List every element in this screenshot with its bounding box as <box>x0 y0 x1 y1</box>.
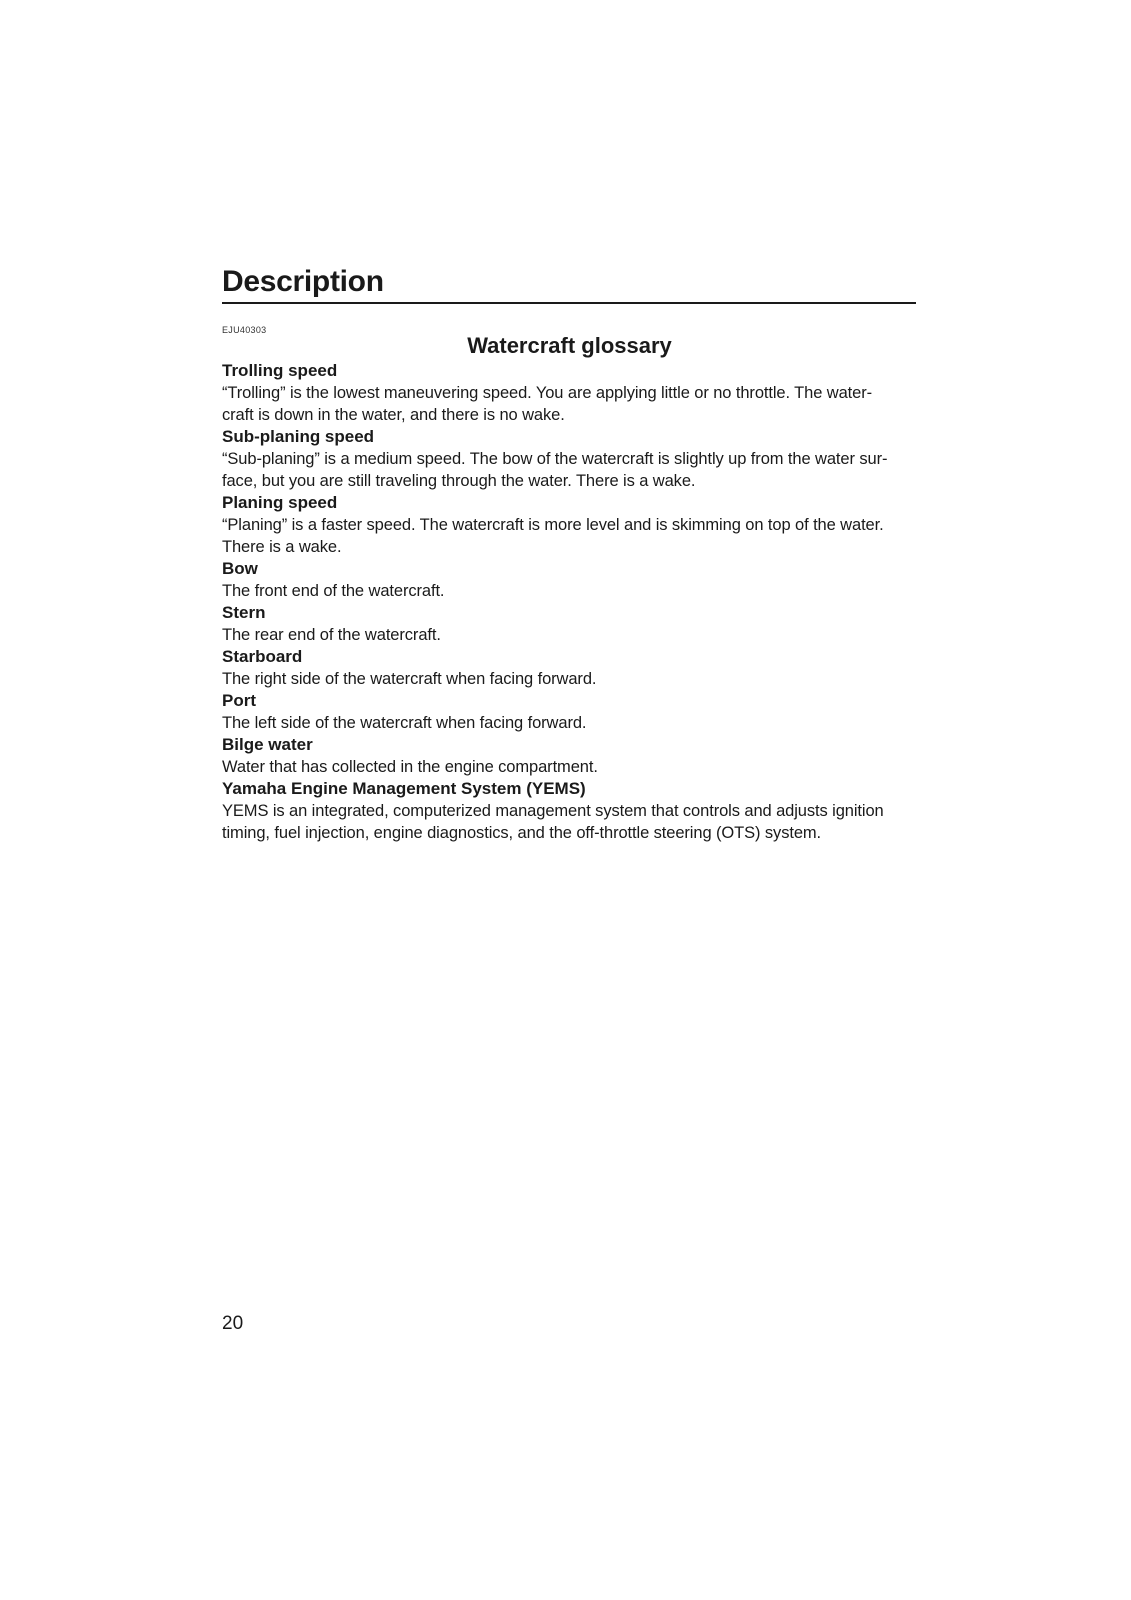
glossary-entry <box>222 690 916 734</box>
chapter-title: Description <box>222 265 384 298</box>
glossary-definition-line: “Sub-planing” is a medium speed. The bow of the watercraft is slightly up from the water sur- <box>222 450 888 468</box>
chapter-header <box>222 262 916 304</box>
glossary-entry <box>222 734 916 778</box>
glossary-term: Trolling speed <box>222 361 338 380</box>
glossary-term: Planing speed <box>222 493 338 512</box>
glossary-definition-line: The left side of the watercraft when facing forward. <box>222 714 587 732</box>
glossary-term: Sub-planing speed <box>222 427 375 446</box>
glossary-definition-line: face, but you are still traveling through the water. There is a wake. <box>222 472 696 490</box>
section-code: EJU40303 <box>222 325 267 335</box>
glossary-definition-line: timing, fuel injection, engine diagnostics, and the off-throttle steering (OTS) system. <box>222 824 822 842</box>
glossary-definition-line: The rear end of the watercraft. <box>222 626 441 644</box>
glossary-definition-line: The front end of the watercraft. <box>222 582 445 600</box>
glossary-definition-line: There is a wake. <box>222 538 342 556</box>
glossary-term: Bow <box>222 559 258 578</box>
glossary-entry <box>222 778 916 844</box>
glossary-definition-line: YEMS is an integrated, computerized management system that controls and adjusts ignition <box>222 802 884 820</box>
glossary-definition-line: “Trolling” is the lowest maneuvering speed. You are applying little or no throttle. The water- <box>222 384 873 402</box>
glossary-definition-line: The right side of the watercraft when facing forward. <box>222 670 597 688</box>
glossary-entry <box>222 426 916 492</box>
glossary-entry <box>222 602 916 646</box>
glossary-term: Bilge water <box>222 735 313 754</box>
glossary-definition-line: “Planing” is a faster speed. The watercraft is more level and is skimming on top of the water. <box>222 516 884 534</box>
glossary-entry <box>222 492 916 558</box>
section-title-text: Watercraft glossary <box>467 333 672 358</box>
glossary-term: Port <box>222 691 256 710</box>
glossary-entry <box>222 646 916 690</box>
glossary-definition-line: Water that has collected in the engine compartment. <box>222 758 598 776</box>
glossary-entry <box>222 558 916 602</box>
glossary-list <box>222 360 916 844</box>
glossary-term: Stern <box>222 603 266 622</box>
section-title <box>222 330 916 362</box>
glossary-term: Starboard <box>222 647 303 666</box>
glossary-term: Yamaha Engine Management System (YEMS) <box>222 779 586 798</box>
glossary-definition-line: craft is down in the water, and there is no wake. <box>222 406 565 424</box>
glossary-entry <box>222 360 916 426</box>
page-number: 20 <box>222 1313 244 1334</box>
